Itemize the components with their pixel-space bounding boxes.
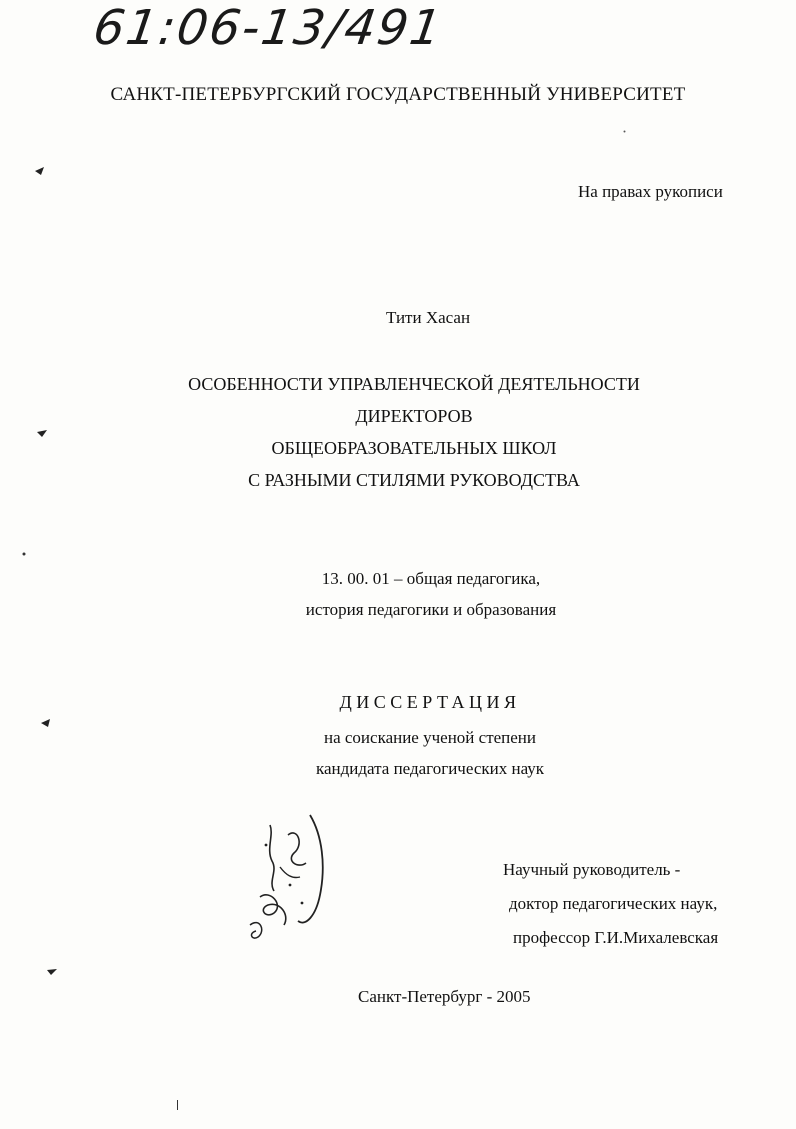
signature-image bbox=[240, 805, 340, 955]
city-year: Санкт-Петербург - 2005 bbox=[358, 987, 531, 1006]
supervisor-line: профессор Г.И.Михалевская bbox=[513, 928, 719, 947]
scientific-supervisor bbox=[503, 853, 718, 955]
specialty-line: 13. 00. 01 – общая педагогика, bbox=[321, 569, 541, 588]
scan-line bbox=[176, 1100, 179, 1110]
scan-mark bbox=[46, 966, 58, 976]
title-line: ОБЩЕОБРАЗОВАТЕЛЬНЫХ ШКОЛ bbox=[271, 438, 557, 458]
title-line: ДИРЕКТОРОВ bbox=[355, 406, 473, 426]
manuscript-note: На правах рукописи bbox=[578, 182, 723, 201]
handwritten-archive-number: 61:06-13/491 bbox=[90, 0, 447, 56]
supervisor-line: доктор педагогических наук, bbox=[509, 894, 718, 913]
university-name: САНКТ-ПЕТЕРБУРГСКИЙ ГОСУДАРСТВЕННЫЙ УНИВЕРСИТЕТ bbox=[110, 84, 686, 105]
title-line: ОСОБЕННОСТИ УПРАВЛЕНЧЕСКОЙ ДЕЯТЕЛЬНОСТИ bbox=[188, 374, 640, 394]
specialty-line: история педагогики и образования bbox=[305, 600, 557, 619]
degree-line: на соискание ученой степени bbox=[323, 728, 537, 747]
scan-mark bbox=[40, 718, 52, 728]
scan-dot bbox=[623, 130, 626, 133]
title-line: С РАЗНЫМИ СТИЛЯМИ РУКОВОДСТВА bbox=[248, 470, 580, 490]
degree-heading: ДИССЕРТАЦИЯ bbox=[339, 692, 521, 712]
degree-line: кандидата педагогических наук bbox=[315, 759, 545, 778]
degree-description bbox=[66, 722, 794, 784]
scan-mark bbox=[36, 428, 48, 438]
specialty-code bbox=[36, 563, 796, 625]
scan-dot bbox=[22, 552, 26, 556]
supervisor-line: Научный руководитель - bbox=[503, 860, 681, 879]
author-name: Тити Хасан bbox=[386, 308, 471, 327]
scan-mark bbox=[34, 166, 46, 176]
dissertation-title bbox=[44, 368, 784, 496]
